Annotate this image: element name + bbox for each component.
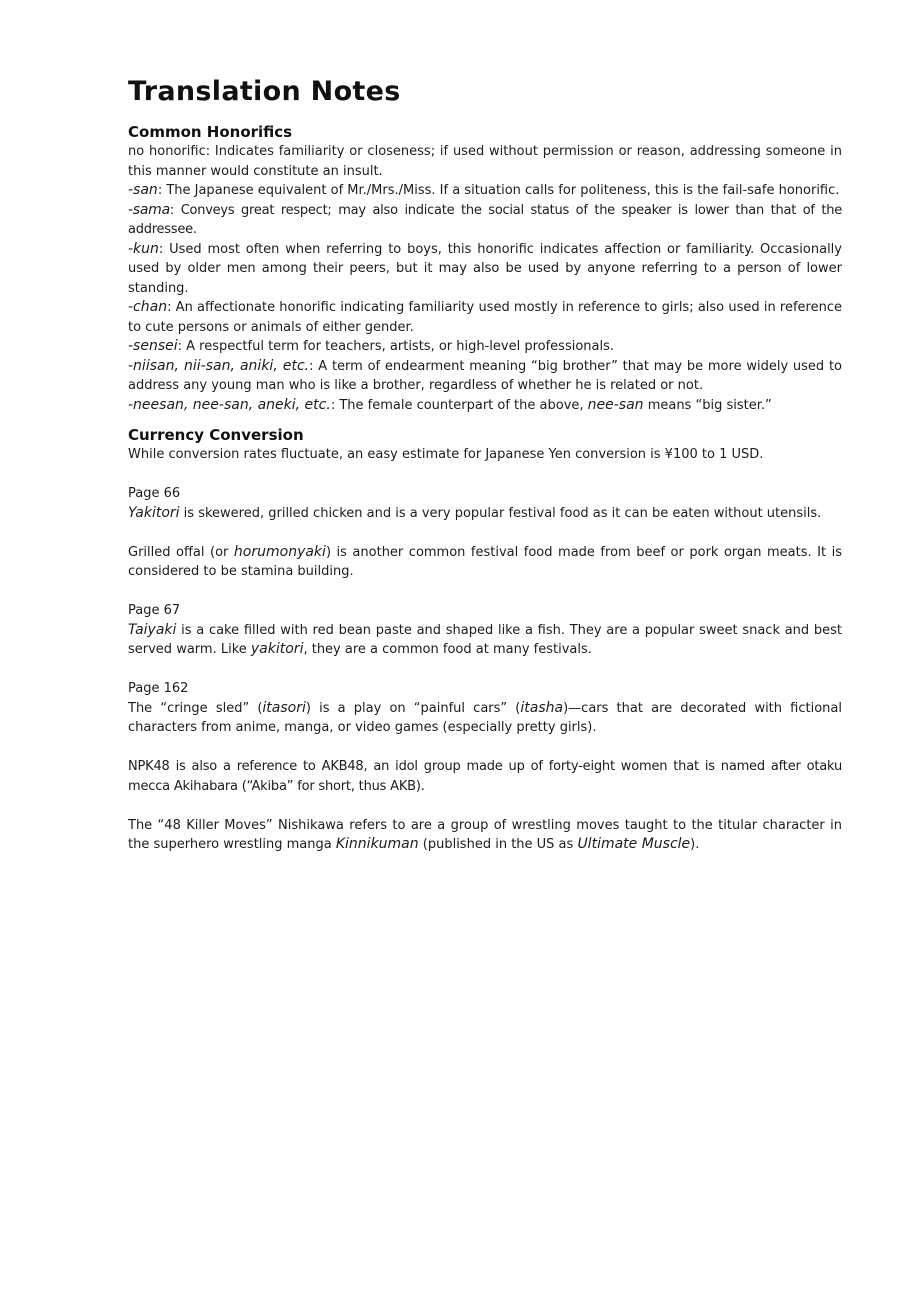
moves-term: Kinnikuman	[335, 836, 419, 852]
honorific-chan-term: -chan	[128, 299, 168, 315]
yakitori-text: is skewered, grilled chicken and is a very popular festival food as it can be eaten without utensils.	[179, 505, 822, 521]
offal-text-b: ) is another common festival food made from beef or pork organ meats. It is considered to be stamina building.	[128, 544, 842, 579]
page-title: Translation Notes	[128, 76, 401, 107]
spacer	[128, 796, 842, 816]
page162-label: Page 162	[128, 681, 189, 696]
spacer	[128, 465, 842, 485]
honorific-kun-text: : Used most often when referring to boys, this honorific indicates affection or familiarity. Occasionally used by older men among their peers, but it may also be used by anyone referring to a person of lower standing.	[128, 241, 842, 296]
honorific-neesan-term: -neesan, nee-san, aneki, etc.	[128, 396, 331, 413]
sled-text-c: )—cars that are decorated with fictional characters from anime, manga, or video games (especially pretty girls).	[128, 700, 842, 735]
sled-note	[128, 699, 842, 738]
honorific-san	[128, 181, 842, 201]
honorific-neesan-text2: means “big sister.”	[643, 397, 772, 413]
taiyaki-term: Taiyaki	[128, 621, 177, 638]
taiyaki-text-b: , they are a common food at many festivals.	[303, 642, 592, 657]
spacer	[128, 415, 842, 425]
honorific-san-term: -san	[128, 182, 158, 198]
honorific-san-text: : The Japanese equivalent of Mr./Mrs./Miss. If a situation calls for politeness, this is the fail-safe honorific.	[157, 183, 840, 198]
honorific-sensei-text: : A respectful term for teachers, artists, or high-level professionals.	[177, 339, 615, 354]
currency-text: While conversion rates fluctuate, an easy estimate for Japanese Yen conversion is ¥100 to 1 USD.	[128, 447, 764, 462]
moves-text-a: The “48 Killer Moves” Nishikawa refers to are a group of wrestling moves taught to the titular character in the superhero wrestling manga	[128, 817, 842, 852]
spacer	[128, 582, 842, 602]
offal-note	[128, 543, 842, 582]
moves-text-b: (published in the US as	[418, 837, 578, 852]
taiyaki-note	[128, 621, 842, 660]
sled-term: itasori	[262, 699, 306, 716]
spacer	[128, 738, 842, 758]
yakitori-term: Yakitori	[128, 504, 180, 521]
honorific-sama-text: : Conveys great respect; may also indicate the social status of the speaker is lower than that of the addressee.	[128, 202, 842, 237]
honorific-sama	[128, 201, 842, 240]
moves-text-c: ).	[690, 837, 700, 852]
yakitori-note	[128, 504, 842, 524]
npk48-note: NPK48 is also a reference to AKB48, an idol group made up of forty-eight women that is named after otaku mecca Akihabara (“Akiba” for short, thus AKB).	[128, 759, 842, 794]
honorific-chan	[128, 298, 842, 337]
page66-label: Page 66	[128, 486, 181, 501]
currency-heading: Currency Conversion	[128, 426, 304, 444]
spacer	[128, 523, 842, 543]
honorific-sensei-term: -sensei	[128, 338, 178, 354]
spacer	[128, 660, 842, 680]
honorific-none	[128, 142, 842, 181]
honorific-niisan	[128, 357, 842, 396]
honorific-kun	[128, 240, 842, 299]
honorific-none-text: no honorific: Indicates familiarity or closeness; if used without permission or reason, addressing someone in this manner would constitute an insult.	[128, 144, 842, 179]
killer-moves-note	[128, 816, 842, 855]
offal-text-a: Grilled offal (or	[128, 544, 234, 560]
offal-term: horumonyaki	[233, 543, 326, 560]
page67-label: Page 67	[128, 603, 181, 618]
honorifics-heading: Common Honorifics	[128, 123, 293, 141]
honorific-niisan-term: -niisan, nii-san, aniki, etc.	[128, 357, 310, 374]
honorific-neesan-term2: nee-san	[587, 396, 644, 413]
translation-notes-content	[128, 76, 842, 855]
honorific-chan-text: : An affectionate honorific indicating familiarity used mostly in reference to girls; also used in reference to cute persons or animals of either gender.	[128, 300, 842, 335]
sled-text-b: ) is a play on “painful cars” (	[305, 700, 521, 716]
honorific-neesan	[128, 396, 842, 416]
moves-term2: Ultimate Muscle	[577, 836, 691, 852]
sled-term2: itasha	[520, 699, 564, 716]
taiyaki-text-a: is a cake filled with red bean paste and shaped like a fish. They are a popular sweet snack and best served warm. Like	[128, 622, 842, 657]
honorific-kun-term: -kun	[128, 240, 159, 257]
sled-text-a: The “cringe sled” (	[128, 700, 263, 716]
honorific-sama-term: -sama	[128, 201, 170, 218]
honorific-neesan-text: : The female counterpart of the above,	[330, 397, 588, 413]
honorific-niisan-text: : A term of endearment meaning “big brother” that may be more widely used to address any young man who is like a brother, regardless of whether he is related or not.	[128, 358, 842, 393]
honorific-sensei	[128, 337, 842, 357]
taiyaki-term2: yakitori	[250, 641, 304, 657]
